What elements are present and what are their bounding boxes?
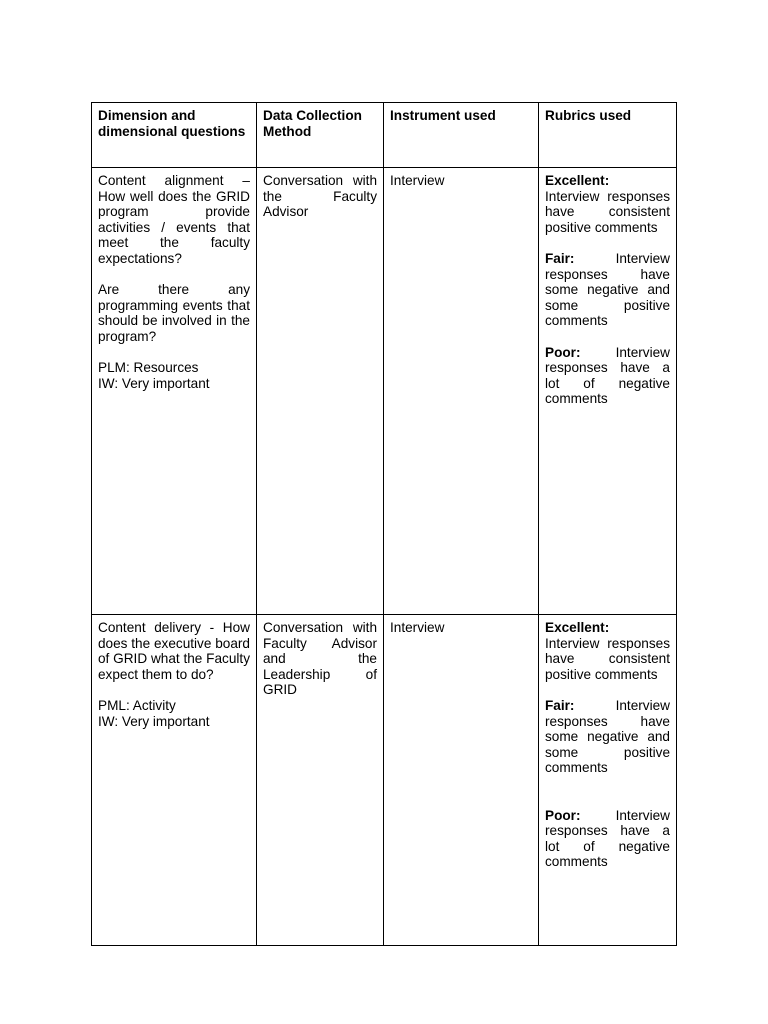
header-method: Data Collection Method	[257, 103, 384, 168]
header-rubrics: Rubrics used	[539, 103, 677, 168]
rubric-text: Interview responses have consistent positive comments	[545, 188, 670, 235]
dimension-cell	[92, 615, 257, 946]
rubrics-cell	[539, 168, 677, 615]
plm-label: PLM: Resources	[98, 360, 199, 375]
instrument-cell: Interview	[384, 615, 539, 946]
rubric-poor	[545, 345, 670, 407]
rubric-text: Interview responses have consistent positive comments	[545, 635, 670, 682]
rubric-label: Poor:	[545, 807, 581, 823]
rubric-text: Interview responses have some negative and some positive comments	[545, 251, 670, 328]
instrument-cell: Interview	[384, 168, 539, 615]
rubric-text: Interview responses have a lot of negative comments	[545, 344, 670, 406]
dimension-question: Are there any programming events that should be involved in the program?	[98, 282, 250, 344]
rubric-fair	[545, 698, 670, 776]
rubric-label: Fair:	[545, 251, 575, 266]
rubric-excellent	[545, 620, 670, 682]
pml-label: PML: Activity	[98, 698, 176, 713]
header-instrument: Instrument used	[384, 103, 539, 168]
rubric-poor	[545, 808, 670, 870]
dimension-question: Content delivery - How does the executive board of GRID what the Faculty expect them to do?	[98, 620, 250, 682]
rubric-label: Excellent:	[545, 620, 610, 635]
method-cell: Conversation with Faculty Advisor and the Leadership of GRID	[257, 615, 384, 946]
rubric-excellent	[545, 173, 670, 235]
iw-label: IW: Very important	[98, 713, 210, 729]
method-cell: Conversation with the Faculty Advisor	[257, 168, 384, 615]
dimension-cell	[92, 168, 257, 615]
rubric-label: Fair:	[545, 698, 575, 713]
rubrics-cell	[539, 615, 677, 946]
rubric-table	[91, 102, 677, 946]
table-row	[92, 615, 677, 946]
iw-label: IW: Very important	[98, 375, 210, 391]
rubric-fair	[545, 251, 670, 329]
rubric-text: Interview responses have a lot of negative comments	[545, 807, 670, 869]
table-row	[92, 168, 677, 615]
table-header-row	[92, 103, 677, 168]
rubric-label: Poor:	[545, 344, 581, 360]
dimension-question: Content alignment – How well does the GRID program provide activities / events that meet the faculty expectations?	[98, 173, 250, 266]
header-dimension: Dimension and dimensional questions	[92, 103, 257, 168]
rubric-text: Interview responses have some negative and some positive comments	[545, 698, 670, 775]
rubric-label: Excellent:	[545, 173, 610, 188]
